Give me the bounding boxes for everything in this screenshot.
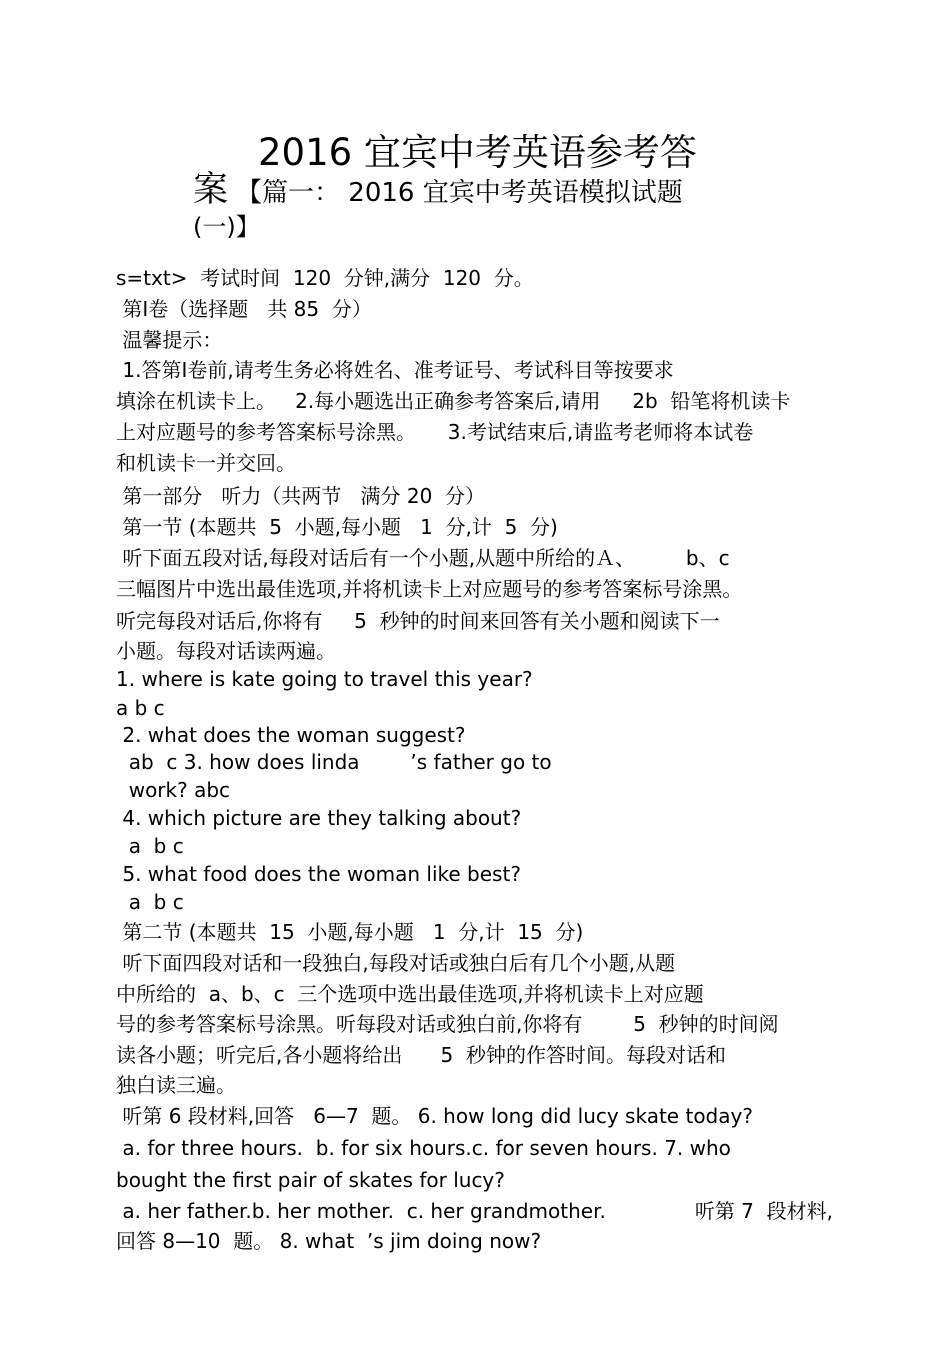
text-line: 独白读三遍。: [116, 1073, 236, 1097]
text-line: 2. what does the woman suggest?: [116, 723, 466, 747]
title-char: 案: [193, 170, 229, 210]
title-subtitle: 【篇一： 2016 宜宾中考英语模拟试题: [236, 178, 683, 208]
text-line: a b c: [116, 696, 165, 720]
text-line: 听第 6 段材料,回答 6—7 题。 6. how long did lucy skate today?: [116, 1104, 753, 1128]
text-line: 听下面四段对话和一段独白,每段对话或独白后有几个小题,从题: [116, 951, 676, 975]
text-line: 第二节 (本题共 15 小题,每小题 1 分,计 15 分): [116, 920, 584, 944]
text-line: 中所给的 a、b、c 三个选项中选出最佳选项,并将机读卡上对应题: [116, 982, 704, 1006]
text-line: 小题。每段对话读两遍。: [116, 639, 336, 663]
text-line: 读各小题；听完后,各小题将给出 5 秒钟的作答时间。每段对话和: [116, 1043, 726, 1067]
text-line: a b c: [116, 834, 184, 858]
text-line: 三幅图片中选出最佳选项,并将机读卡上对应题号的参考答案标号涂黑。: [116, 577, 743, 601]
text-line: 号的参考答案标号涂黑。听每段对话或独白前,你将有 5 秒钟的时间阅: [116, 1012, 779, 1036]
text-line: a b c: [116, 890, 184, 914]
text-line: 听完每段对话后,你将有 5 秒钟的时间来回答有关小题和阅读下一: [116, 609, 720, 633]
text-line: 1.答第Ⅰ卷前,请考生务必将姓名、准考证号、考试科目等按要求: [116, 358, 674, 382]
text-line: work? abc: [116, 778, 231, 802]
text-line: ab c 3. how does linda ’s father go to: [116, 750, 552, 774]
text-line: 上对应题号的参考答案标号涂黑。 3.考试结束后,请监考老师将本试卷: [116, 420, 754, 444]
text-line: 听下面五段对话,每段对话后有一个小题,从题中所给的Ａ、 b、c: [116, 546, 730, 570]
text-line: 温馨提示：: [116, 328, 223, 352]
text-line: 4. which picture are they talking about?: [116, 806, 522, 830]
text-line: a. her father.b. her mother. c. her grandmother. 听第 7 段材料,: [116, 1199, 833, 1223]
title-line-3: (一)】: [193, 213, 260, 241]
text-line: 第一节 (本题共 5 小题,每小题 1 分,计 5 分): [116, 515, 558, 539]
text-line: 填涂在机读卡上。 2.每小题选出正确参考答案后,请用 2b 铅笔将机读卡: [116, 389, 791, 413]
text-line: a. for three hours. b. for six hours.c. for seven hours. 7. who: [116, 1136, 731, 1160]
text-line: 1. where is kate going to travel this year?: [116, 667, 533, 691]
text-line: 回答 8—10 题。 8. what ’s jim doing now?: [116, 1229, 542, 1253]
text-line: 第Ⅰ卷（选择题 共 85 分）: [116, 297, 372, 321]
title-line-2: [193, 162, 683, 212]
title-line-1: 2016 宜宾中考英语参考答: [258, 131, 697, 174]
text-line: 5. what food does the woman like best?: [116, 862, 521, 886]
text-line: 和机读卡一并交回。: [116, 451, 296, 475]
text-line: s=txt> 考试时间 120 分钟,满分 120 分。: [116, 266, 534, 290]
text-line: 第一部分 听力（共两节 满分 20 分）: [116, 484, 486, 508]
text-line: bought the first pair of skates for lucy?: [116, 1168, 505, 1192]
